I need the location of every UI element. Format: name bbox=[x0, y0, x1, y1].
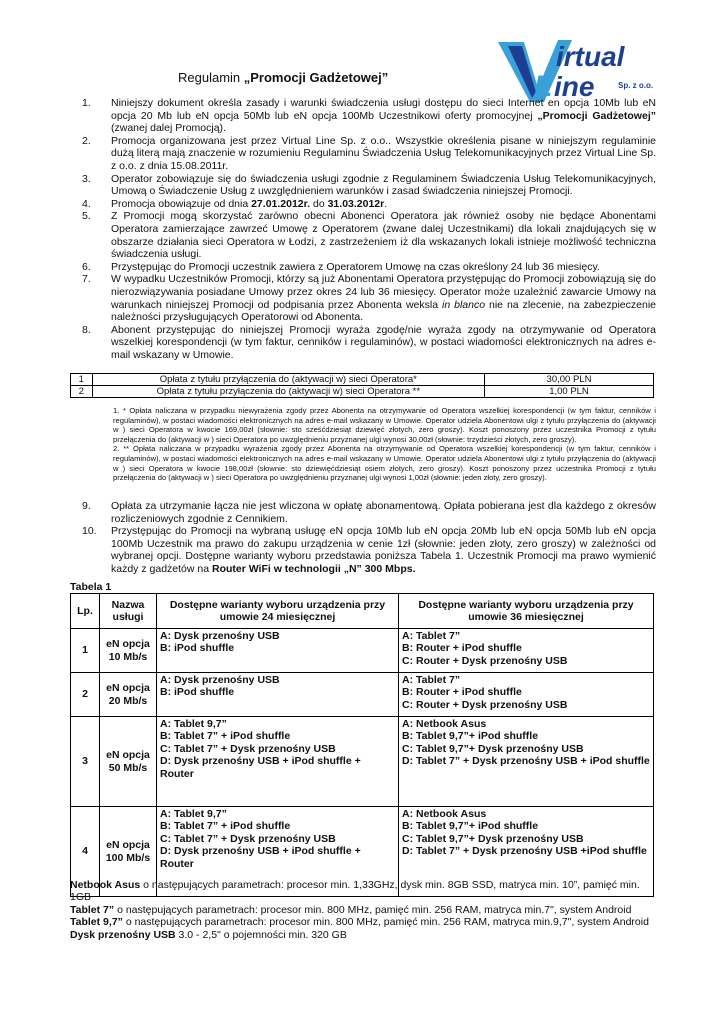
footnote: 2. ** Opłata naliczana w przypadku wyrażenia zgody przez Abonenta na otrzymywanie od Operatora wszelkiej korespondencji (w tym faktur, cenników i regulaminów), w postaci wiadomości elektronicznych na adres e-mail wskazany w Umowie. Operator udziela Abonentowi ulgi z tytułu przyłączenia do (aktywacji w ) sieci Operatora w kwocie 198,00zł (słownie: sto dziewięćdziesiąt osiem złotych, zero groszy). Koszt ponoszony przez uczestnika Promocji z tytułu przełączenia do (aktywacji w ) sieci Operatora po uwzględnieniu przyznanej ulgi wynosi 1,00zł (słownie: jeden złoty, zero groszy). bbox=[113, 444, 656, 483]
option-line: D: Dysk przenośny USB + iPod shuffle + Router bbox=[160, 755, 361, 780]
option-line: C: Tablet 9,7”+ Dysk przenośny USB bbox=[402, 742, 584, 755]
spec-text: o następujących parametrach: procesor min. 800 MHz, pamięć min. 256 RAM, matryca min.7", system Android bbox=[114, 903, 632, 916]
option-line: B: Router + iPod shuffle bbox=[402, 642, 522, 655]
option-line: A: Netbook Asus bbox=[402, 718, 487, 730]
list-item bbox=[82, 173, 656, 198]
table-row bbox=[71, 386, 654, 398]
spec-text: o następujących parametrach: procesor min. 800 MHz, pamięć min. 256 RAM, matryca min.9,7", system Android bbox=[122, 916, 649, 929]
option-line: A: Tablet 7” bbox=[402, 630, 461, 642]
option-line: D: Tablet 7” + Dysk przenośny USB +iPod shuffle bbox=[402, 845, 647, 858]
list-item-text: W wypadku Uczestników Promocji, którzy są już Abonentami Operatora przystępując do Promocji zobowiązują się do nierozwiązywania posiadane Umowy przez okres 24 lub 36 miesięcy. Operator może uzależnić zawarcie Umowy na warunkach niniejszej Promocji od podpisania przez Abonenta weksla in blanco nie na zlecenie, na zabezpieczenie należności przysługujących Operatorowi od Abonenta. bbox=[111, 273, 656, 324]
list-item bbox=[82, 210, 656, 260]
page-title: Regulamin „Promocji Gadżetowej” bbox=[178, 70, 389, 85]
option-line: D: Dysk przenośny USB + iPod shuffle + Router bbox=[160, 845, 361, 870]
table-row bbox=[71, 629, 654, 673]
option-line: B: Tablet 9,7”+ iPod shuffle bbox=[402, 730, 539, 743]
spec-line bbox=[70, 916, 660, 928]
option-line: C: Tablet 7” + Dysk przenośny USB bbox=[160, 742, 336, 755]
list-item-text: Przystępując do Promocji uczestnik zawiera z Operatorem Umowę na czas określony 24 lub 36 miesięcy. bbox=[111, 260, 600, 273]
option-line: B: Tablet 9,7”+ iPod shuffle bbox=[402, 820, 539, 833]
fee-lp: 2 bbox=[71, 386, 93, 398]
row-opt24 bbox=[157, 673, 399, 717]
list-item bbox=[82, 97, 656, 135]
table-row bbox=[71, 374, 654, 386]
table-caption: Tabela 1 bbox=[70, 581, 112, 593]
spec-line bbox=[70, 879, 660, 904]
row-lp: 2 bbox=[71, 673, 100, 717]
list-item-number: 2. bbox=[82, 134, 91, 147]
spec-line bbox=[70, 904, 660, 916]
list-item bbox=[82, 198, 656, 211]
fee-desc: Opłata z tytułu przyłączenia do (aktywacji w) sieci Operatora* bbox=[92, 374, 484, 386]
list-item bbox=[82, 135, 656, 173]
list-item-text: Abonent przystępując do niniejszej Promocji wyraża zgodę/nie wyraża zgody na otrzymywanie od Operatora wszelkiej korespondencji (w tym faktur, cenników i regulaminów), w postaci wiadomości elektronicznych na adres e-mail wskazany w Umowie. bbox=[111, 323, 656, 361]
option-line: B: Tablet 7” + iPod shuffle bbox=[160, 730, 291, 743]
list-item-number: 9. bbox=[82, 500, 91, 512]
row-opt36 bbox=[399, 673, 654, 717]
list-item-number: 10. bbox=[82, 525, 97, 538]
list-item-number: 4. bbox=[82, 197, 91, 210]
option-line: C: Tablet 7” + Dysk przenośny USB bbox=[160, 832, 336, 845]
option-line: C: Tablet 9,7”+ Dysk przenośny USB bbox=[402, 832, 584, 845]
footnote: 1. * Opłata naliczana w przypadku niewyrażenia zgody przez Abonenta na otrzymywanie od Operatora wszelkiej korespondencji (w tym faktur, cenników i regulaminów), w postaci wiadomości elektronicznych na adres e-mail wskazany w Umowie. Operator udziela Abonentowi ulgi z tytułu przyłączenia do (aktywacji w ) sieci Operatora w kwocie 169,00zł (słownie: sto sześćdziesiąt dziewięć złotych, zero groszy). Koszt ponoszony przez uczestnika Promocji z tytułu przełączenia do (aktywacji w ) sieci Operatora po uwzględnieniu przyznanej ulgi wynosi 30,00zł (słownie: trzydzieści złotych, zero groszy). bbox=[113, 406, 656, 444]
list-item bbox=[82, 500, 656, 525]
list-item bbox=[82, 261, 656, 274]
row-lp: 4 bbox=[71, 807, 100, 897]
row-lp: 3 bbox=[71, 717, 100, 807]
list-item-text: Z Promocji mogą skorzystać zarówno obecni Abonenci Operatora jak również osoby nie będące Abonentami Operatora zamierzające zawrzeć Umowę z Operatorem (zwane dalej Uczestnikami) dla lokali znajdujących się w obszarze działania sieci Operatora w Łodzi, z zastrzeżeniem iż dla wskazanych lokali istnieje możliwość techniczna świadczenia usługi. bbox=[111, 210, 656, 261]
fee-desc: Opłata z tytułu przyłączenia do (aktywacji w) sieci Operatora ** bbox=[92, 386, 484, 398]
spec-text: o następujących parametrach: procesor min. 1,33GHz, dysk min. 8GB SSD, matryca min. 10”, pamięć min. 1GB bbox=[70, 879, 640, 904]
devices-table bbox=[70, 593, 654, 897]
logo-word-virtual: irtual bbox=[556, 41, 625, 72]
fee-price: 30,00 PLN bbox=[485, 374, 654, 386]
option-line: A: Netbook Asus bbox=[402, 808, 487, 820]
option-line: D: Tablet 7” + Dysk przenośny USB + iPod shuffle bbox=[402, 755, 650, 768]
logo-letter-l: L bbox=[534, 70, 553, 103]
spec-device-name: Dysk przenośny USB bbox=[70, 928, 176, 941]
spec-device-name: Netbook Asus bbox=[70, 879, 141, 891]
logo-word-line: ine bbox=[554, 71, 595, 102]
option-line: B: Router + iPod shuffle bbox=[402, 686, 522, 699]
virtual-line-logo bbox=[494, 36, 664, 106]
list-item bbox=[82, 324, 656, 362]
row-service-name: eN opcja 50 Mb/s bbox=[100, 717, 157, 807]
col-header-24m: Dostępne warianty wyboru urządzenia przy umowie 24 miesięcznej bbox=[157, 594, 399, 629]
row-opt36 bbox=[399, 629, 654, 673]
list-item-number: 3. bbox=[82, 172, 91, 185]
terms-list-2 bbox=[82, 500, 656, 576]
logo-suffix: Sp. z o.o. bbox=[618, 81, 654, 90]
option-line: B: iPod shuffle bbox=[160, 686, 235, 699]
table-row bbox=[71, 673, 654, 717]
option-line: A: Dysk przenośny USB bbox=[160, 630, 280, 642]
list-item-number: 8. bbox=[82, 323, 91, 336]
list-item-text: Operator zobowiązuje się do świadczenia usługi zgodnie z Regulaminem Świadczenia Usług Telekomunikacyjnych, Umową o Świadczenie Usług z uwzględnieniem warunków i zasad świadczenia niniejszej Promocji. bbox=[111, 172, 656, 198]
list-item-text: Przystępując do Promocji na wybraną usługę eN opcja 10Mb lub eN opcja 20Mb lub eN opcja 50Mb lub eN opcja 100Mb Uczestnik ma prawo do zakupu urządzenia w cenie 1zł (słownie: jeden złoty, zero groszy) w zależności od wybranej opcji. Dostępne warianty wyboru przedstawia poniższa Tabela 1. Uczestnik Promocji ma prawo wymienić każdy z gadżetów na Router WiFi w technologii „N” 300 Mbps. bbox=[111, 525, 656, 575]
spec-device-name: Tablet 7” bbox=[70, 903, 115, 916]
list-item-text: Promocja obowiązuje od dnia 27.01.2012r. do 31.03.2012r. bbox=[111, 197, 388, 210]
col-header-service: Nazwa usługi bbox=[100, 594, 157, 629]
list-item bbox=[82, 273, 656, 323]
row-service-name: eN opcja 10 Mb/s bbox=[100, 629, 157, 673]
terms-list-1 bbox=[82, 97, 656, 361]
fees-table bbox=[70, 373, 654, 398]
col-header-lp: Lp. bbox=[71, 594, 100, 629]
list-item-text: Opłata za utrzymanie łącza nie jest wliczona w opłatę abonamentową. Opłata pobierana jest dla każdego z okresów rozliczeniowych zgodnie z Cennikiem. bbox=[111, 500, 656, 525]
spec-device-name: Tablet 9,7” bbox=[70, 916, 123, 929]
col-header-36m: Dostępne warianty wyboru urządzenia przy umowie 36 miesięcznej bbox=[399, 594, 654, 629]
fee-footnotes bbox=[113, 406, 656, 483]
row-lp: 1 bbox=[71, 629, 100, 673]
row-opt24 bbox=[157, 717, 399, 807]
table-row bbox=[71, 717, 654, 807]
option-line: B: iPod shuffle bbox=[160, 642, 235, 655]
list-item-number: 5. bbox=[82, 210, 91, 223]
option-line: C: Router + Dysk przenośny USB bbox=[402, 654, 568, 667]
row-service-name: eN opcja 100 Mb/s bbox=[100, 807, 157, 897]
option-line: C: Router + Dysk przenośny USB bbox=[402, 698, 568, 711]
row-service-name: eN opcja 20 Mb/s bbox=[100, 673, 157, 717]
list-item-number: 6. bbox=[82, 260, 91, 273]
list-item bbox=[82, 525, 656, 575]
list-item-text: Promocja organizowana jest przez Virtual Line Sp. z o.o.. Wszystkie określenia pisane w niniejszym regulaminie dużą literą mają znaczenie w rozumieniu Regulaminu Świadczenia Usług Telekomunikacyjnych przez Virtual Line Sp. z o.o. z dnia 15.08.2011r. bbox=[111, 134, 656, 172]
spec-line bbox=[70, 929, 660, 941]
option-line: A: Tablet 7” bbox=[402, 674, 461, 686]
option-line: A: Tablet 9,7” bbox=[160, 718, 227, 730]
option-line: A: Tablet 9,7” bbox=[160, 808, 227, 820]
row-opt24 bbox=[157, 629, 399, 673]
list-item-number: 1. bbox=[82, 97, 91, 109]
fee-price: 1,00 PLN bbox=[485, 386, 654, 398]
fee-lp: 1 bbox=[71, 374, 93, 386]
row-opt36 bbox=[399, 717, 654, 807]
list-item-number: 7. bbox=[82, 273, 91, 286]
spec-text: 3.0 - 2,5" o pojemności min. 320 GB bbox=[175, 928, 347, 941]
list-item-text: Niniejszy dokument określa zasady i warunki świadczenia usługi dostępu do sieci Internet en opcja 10Mb lub eN opcja 20 Mb lub eN opcja 50Mb lub eN opcja 100Mb Uczestnikowi oferty promocyjnej „Promocji Gadżetowej” (zwanej dalej Promocją). bbox=[111, 97, 656, 135]
option-line: A: Dysk przenośny USB bbox=[160, 674, 280, 686]
device-specs bbox=[70, 879, 660, 941]
option-line: B: Tablet 7” + iPod shuffle bbox=[160, 820, 291, 833]
